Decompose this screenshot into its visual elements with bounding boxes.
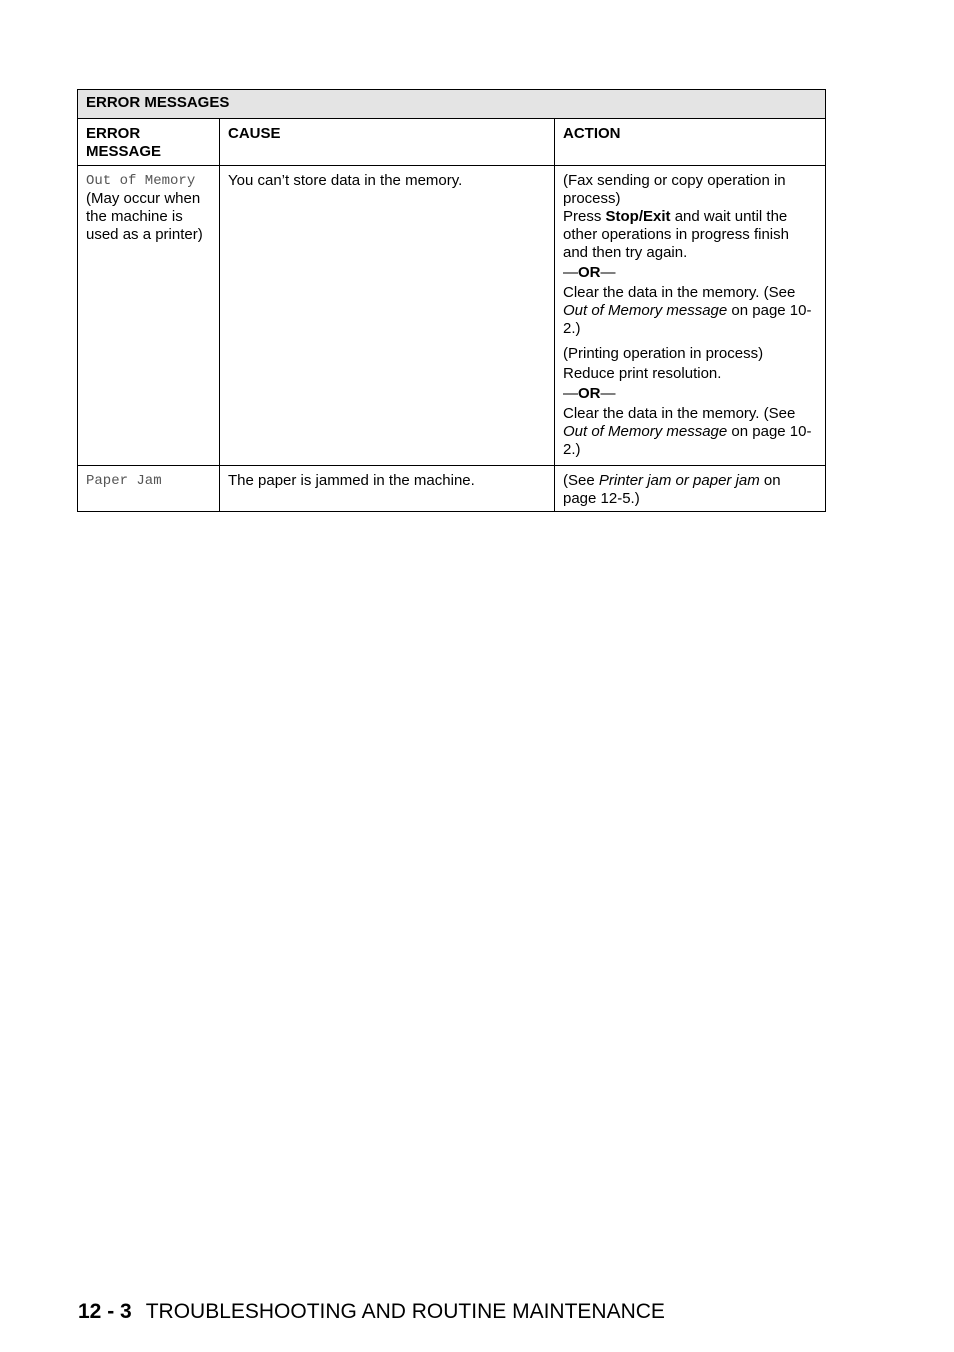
- cause-cell: [220, 466, 555, 512]
- cause-text: You can’t store data in the memory.: [228, 172, 463, 189]
- action-reduce-resolution: Reduce print resolution.: [563, 365, 722, 382]
- table-row: [78, 466, 826, 512]
- message-note: (May occur when the machine is used as a printer): [86, 190, 203, 243]
- lcd-message-paper-jam: Paper Jam: [86, 473, 162, 489]
- action-intro-fax: (Fax sending or copy operation in process): [563, 172, 786, 207]
- column-header-error-message: ERROR MESSAGE: [78, 119, 220, 166]
- page-footer: [78, 1299, 665, 1325]
- or-separator: —OR—: [563, 264, 616, 281]
- action-clear-memory: Clear the data in the memory. (See Out of Memory message on page 10-2.): [563, 284, 812, 337]
- error-message-cell: [78, 166, 220, 466]
- cause-cell: [220, 166, 555, 466]
- table-header-row: [78, 119, 826, 166]
- action-intro-printing: (Printing operation in process): [563, 345, 764, 362]
- section-title: TROUBLESHOOTING AND ROUTINE MAINTENANCE: [145, 1300, 665, 1323]
- table-title: ERROR MESSAGES: [78, 90, 826, 119]
- or-separator: —OR—: [563, 385, 616, 402]
- column-header-cause: CAUSE: [220, 119, 555, 166]
- action-press-stop: Press Stop/Exit and wait until the other operations in progress finish and then try again.: [563, 208, 789, 261]
- lcd-message-out-of-memory: Out of Memory: [86, 173, 196, 189]
- action-clear-memory: Clear the data in the memory. (See Out of Memory message on page 10-2.): [563, 405, 812, 458]
- action-cell: [555, 166, 826, 466]
- page-number: 12 - 3: [78, 1300, 132, 1323]
- cause-text: The paper is jammed in the machine.: [228, 472, 475, 489]
- table-title-row: [78, 90, 826, 119]
- stop-exit-key: Stop/Exit: [605, 208, 671, 225]
- cross-reference: Out of Memory message: [563, 302, 728, 319]
- error-message-cell: [78, 466, 220, 512]
- action-cell: [555, 466, 826, 512]
- column-header-action: ACTION: [555, 119, 826, 166]
- cross-reference: Out of Memory message: [563, 423, 728, 440]
- action-see-reference: (See Printer jam or paper jam on page 12-5.): [563, 472, 781, 507]
- error-messages-table: [77, 89, 826, 512]
- cross-reference: Printer jam or paper jam: [598, 472, 760, 489]
- table-row: [78, 166, 826, 466]
